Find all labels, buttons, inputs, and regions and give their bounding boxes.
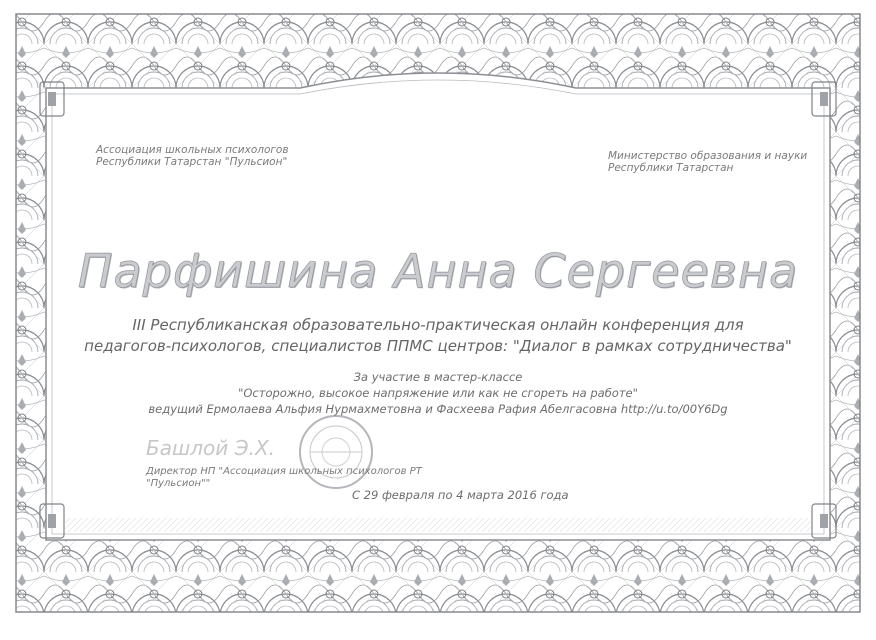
participation-line-1: За участие в мастер-классе: [353, 370, 523, 384]
signatory-title-line1: Директор НП "Ассоциация школьных психологов РТ: [146, 466, 422, 477]
participation-line-2: "Осторожно, высокое напряжение или как не сгореть на работе": [238, 386, 638, 400]
org-association: [96, 144, 289, 168]
org-association-line1: Ассоциация школьных психологов: [96, 144, 289, 156]
conference-line-2: педагогов-психологов, специалистов ППМС центров: "Диалог в рамках сотрудничества": [84, 337, 792, 355]
signatory-title-line2: "Пульсион"": [146, 478, 211, 489]
signatory-title: [146, 466, 422, 490]
handwritten-signature: Башлой Э.Х.: [146, 436, 276, 460]
org-ministry-line1: Министерство образования и науки: [608, 150, 808, 162]
org-ministry: [608, 150, 807, 174]
conference-line-1: III Республиканская образовательно-практическая онлайн конференция для: [132, 316, 744, 334]
org-association-line2: Республики Татарстан "Пульсион": [96, 156, 288, 168]
participation-line-3: ведущий Ермолаева Альфия Нурмахметовна и Фасхеева Рафия Абелгасовна http://u.to/00Y6Dg: [148, 402, 728, 416]
org-ministry-line2: Республики Татарстан: [608, 162, 734, 174]
recipient-name: Парфишина Анна Сергеевна: [77, 244, 799, 298]
event-dates: С 29 февраля по 4 марта 2016 года: [352, 488, 569, 502]
